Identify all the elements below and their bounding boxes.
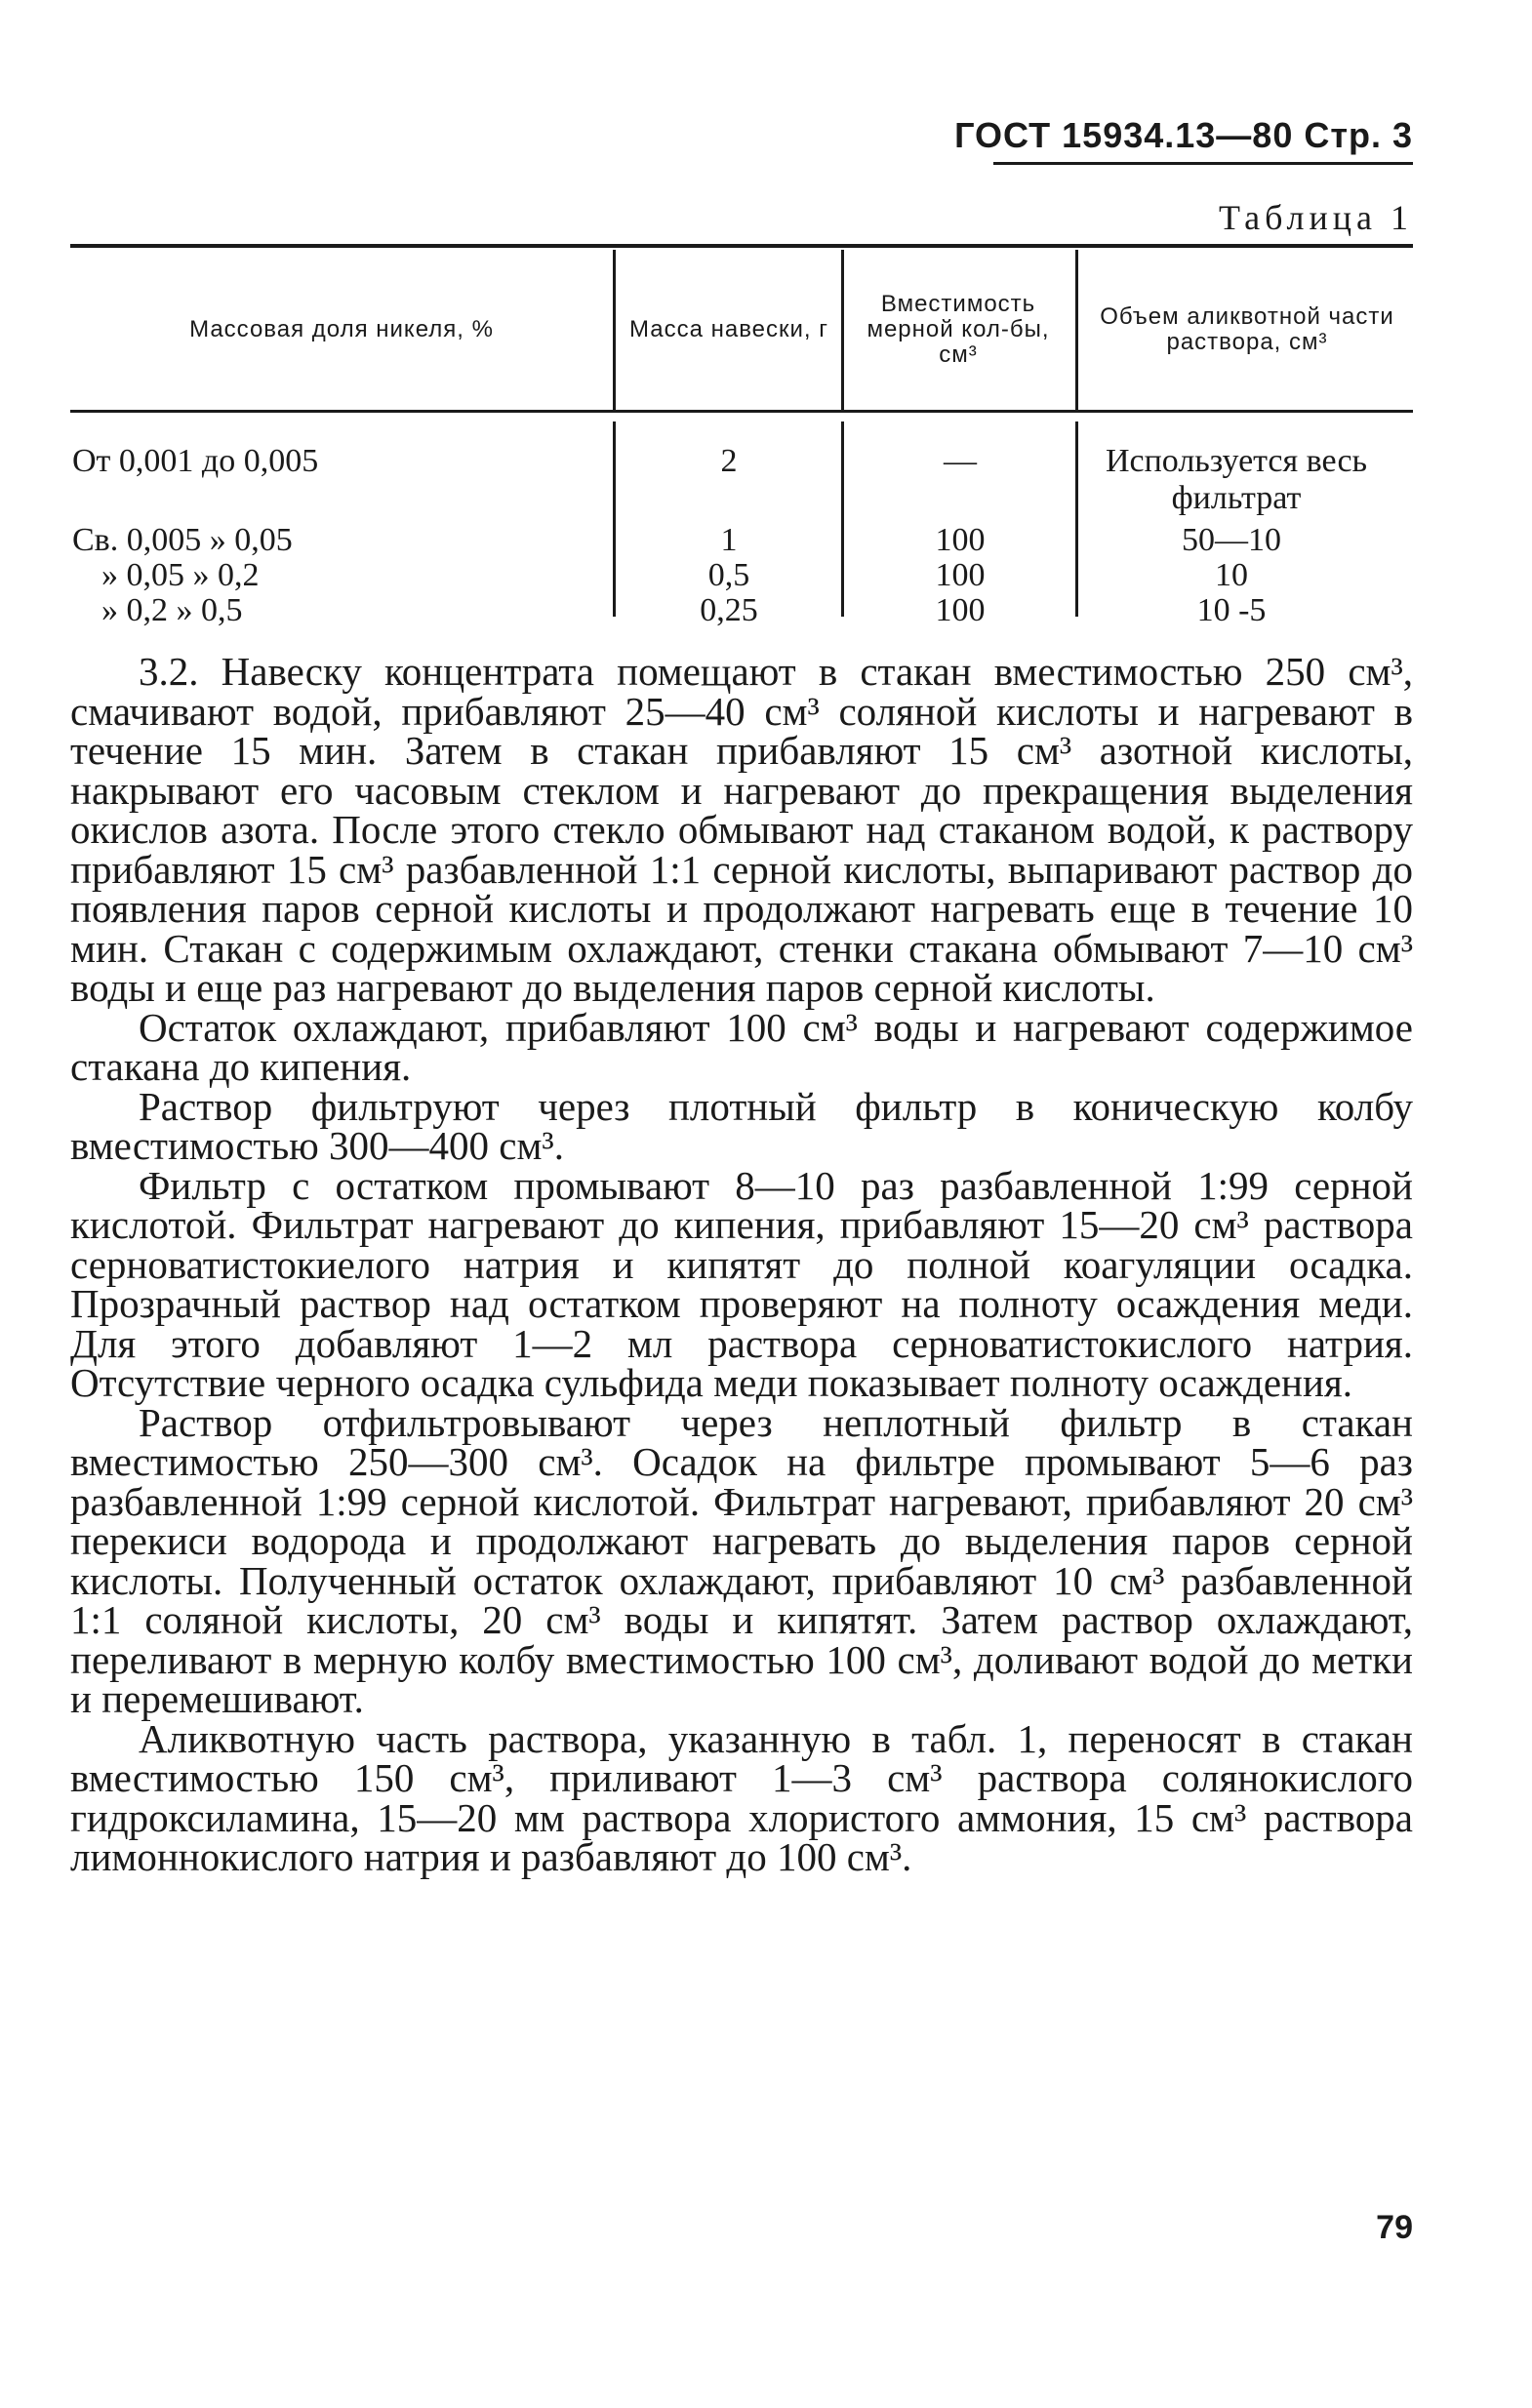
- column-header: Масса навески, г: [628, 316, 829, 342]
- table-divider: [1075, 421, 1078, 617]
- table-cell: 2: [720, 443, 738, 479]
- table-top-rule: [70, 244, 1413, 248]
- table-cell: Св. 0,005 » 0,05: [72, 522, 293, 558]
- table-caption: Таблица 1: [1219, 198, 1413, 237]
- column-header: Вместимость мерной кол-бы, см³: [867, 291, 1050, 368]
- paragraph: Аликвотную часть раствора, указанную в табл. 1, переносят в стакан вместимостью 150 см³, приливают 1—3 см³ раствора солянокислого гидроксиламина, 15—20 мм раствора хлористого аммония, 15 см³ раствора лимоннокислого натрия и разбавляют до 100 см³.: [70, 1715, 1413, 1879]
- document-page: [70, 0, 1413, 2408]
- table-cell: 0,25: [700, 592, 758, 628]
- table-divider: [841, 421, 844, 617]
- column-header: Объем аликвотной части раствора, см³: [1100, 303, 1394, 355]
- page-number: 79: [1376, 2209, 1413, 2246]
- table-cell: 0,5: [707, 557, 750, 593]
- table-cell: 1: [720, 522, 738, 558]
- table-cell: 10 -5: [1196, 592, 1267, 628]
- table-cell: Используется весь фильтрат: [1105, 443, 1368, 516]
- paragraph: 3.2. Навеску концентрата помещают в стакан вместимостью 250 см³, смачивают водой, прибавляют 25—40 см³ соляной кислоты и нагревают в течение 15 мин. Затем в стакан прибавляют 15 см³ азотной кислоты, накрывают его часовым стеклом и нагревают до прекращения выделения окислов азота. После этого стекло обмывают над стаканом водой, к раствору прибавляют 15 см³ разбавленной 1:1 серной кислоты, выпаривают раствор до появления паров серной кислоты и продолжают нагревать еще в течение 10 мин. Стакан с содержимым охлаждают, стенки стакана обмывают 7—10 см³ воды и еще раз нагревают до выделения паров серной кислоты.: [70, 649, 1413, 1010]
- table-cell: 100: [935, 592, 986, 628]
- header-rule: [993, 162, 1413, 165]
- body-text: [70, 649, 1413, 1879]
- table-cell: » 0,05 » 0,2: [101, 557, 260, 593]
- table-header-rule: [70, 410, 1413, 413]
- table-cell: 50—10: [1182, 522, 1281, 558]
- table-cell: 100: [935, 522, 986, 558]
- table-cell: —: [944, 443, 977, 479]
- table-cell: 10: [1215, 557, 1248, 593]
- paragraph: Остаток охлаждают, прибавляют 100 см³ воды и нагревают содержимое стакана до кипения.: [70, 1004, 1413, 1089]
- table-divider: [613, 421, 616, 617]
- paragraph: Раствор отфильтровывают через неплотный фильтр в стакан вместимостью 250—300 см³. Осадок на фильтре промывают 5—6 раз разбавленной 1:99 серной кислотой. Фильтрат нагревают, прибавляют 20 см³ перекиси водорода и продолжают нагревать до выделения паров серной кислоты. Полученный остаток охлаждают, прибавляют 10 см³ разбавленной 1:1 соляной кислоты, 20 см³ воды и кипятят. Затем раствор охлаждают, переливают в мерную колбу вместимостью 100 см³, доливают водой до метки и перемешивают.: [70, 1399, 1413, 1721]
- table-cell: » 0,2 » 0,5: [101, 592, 243, 628]
- table-divider: [613, 250, 616, 410]
- table-divider: [1075, 250, 1078, 410]
- paragraph: Раствор фильтруют через плотный фильтр в коническую колбу вместимостью 300—400 см³.: [70, 1083, 1413, 1168]
- page-header: ГОСТ 15934.13—80 Стр. 3: [954, 115, 1413, 155]
- table-cell: От 0,001 до 0,005: [72, 443, 319, 479]
- table-divider: [841, 250, 844, 410]
- column-header: Массовая доля никеля, %: [189, 316, 494, 342]
- table-cell: 100: [935, 557, 986, 593]
- paragraph: Фильтр с остатком промывают 8—10 раз разбавленной 1:99 серной кислотой. Фильтрат нагревают до кипения, прибавляют 15—20 см³ раствора серноватистокиелого натрия и кипятят до полной коагуляции осадка. Прозрачный раствор над остатком проверяют на полноту осаждения меди. Для этого добавляют 1—2 мл раствора серноватистокислого натрия. Отсутствие черного осадка сульфида меди показывает полноту осаждения.: [70, 1162, 1413, 1405]
